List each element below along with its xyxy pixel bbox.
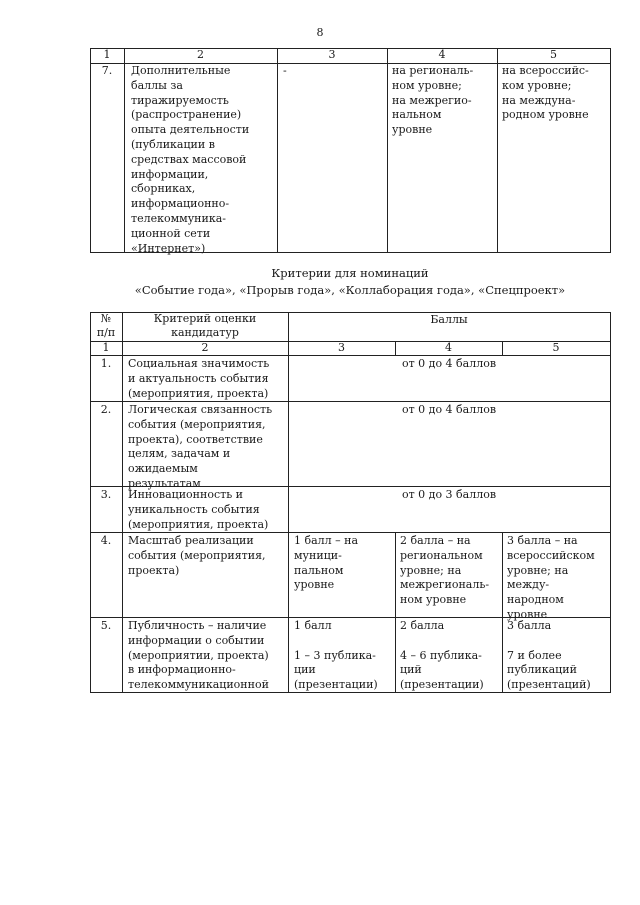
table2-row-number: 1. [100, 357, 112, 370]
table2-criterion-header: Критерий оценки кандидатур [153, 312, 257, 339]
table2-publications-1-3: 1 балл 1 – 3 публика- ции (презентации) [294, 619, 378, 692]
table2-municipal-points: 1 балл – на муници- пальном уровне [294, 534, 359, 592]
table2-criterion: Инновационность и уникальность события (мероприятия, проекта) [128, 488, 269, 531]
table1-colnum: 4 [438, 48, 446, 61]
table2-row-number: 2. [100, 403, 112, 416]
table1-criterion: Дополнительные баллы за тиражируемость (распространение) опыта деятельности (публикации в средствах массовой информации, сборниках, информационно- телекоммуника- ционной сети «Интернет») [131, 64, 250, 255]
section-caption-nominations: «Событие года», «Прорыв года», «Коллаборация года», «Спецпроект» [134, 283, 566, 297]
table1-colnum: 2 [197, 48, 204, 61]
table1-col5-value: на всероссийс- ком уровне; на междуна- родном уровне [502, 64, 589, 122]
table1-colnum: 5 [550, 48, 557, 61]
table2-points-range: от 0 до 3 баллов [401, 488, 497, 501]
table2-points-header: Баллы [430, 313, 468, 326]
table2-number-header: № п/п [96, 312, 116, 339]
table1-border [124, 48, 125, 253]
table1-colnum: 3 [328, 48, 336, 61]
table1-border [497, 48, 498, 253]
table2-row-number: 4. [100, 534, 112, 547]
table1-border [610, 48, 611, 253]
table2-colnum: 1 [102, 341, 110, 354]
table1-row-number: 7. [101, 64, 113, 77]
table2-criterion: Масштаб реализации события (мероприятия, проекта) [128, 534, 266, 577]
table1-border [277, 48, 278, 253]
table2-colnum: 4 [445, 341, 452, 354]
table2-criterion: Публичность – наличие информации о событии (мероприятии, проекта) в информационно- телекоммуникационной [128, 619, 269, 692]
table2-border [610, 312, 611, 693]
table2-criterion: Логическая связанность события (мероприятия, проекта), соответствие целям, задачам и ожидаемым результатам [128, 403, 273, 490]
table2-federal-points: 3 балла – на всероссийском уровне; на между- народном уровне [507, 534, 595, 621]
table1-col3-value: - [283, 64, 287, 77]
table2-border [122, 312, 123, 693]
table2-criterion: Социальная значимость и актуальность события (мероприятия, проекта) [128, 357, 270, 400]
table1-col4-value: на региональ- ном уровне; на межрегио- нальном уровне [392, 64, 474, 137]
table2-colnum: 5 [552, 341, 560, 354]
section-caption-title: Критерии для номинаций [271, 266, 429, 280]
table2-colnum: 2 [201, 341, 209, 354]
table2-border [502, 532, 503, 693]
table2-points-range: от 0 до 4 баллов [401, 357, 497, 370]
table2-publications-4-6: 2 балла 4 – 6 публика- ций (презентации) [400, 619, 484, 692]
table2-points-range: от 0 до 4 баллов [401, 403, 497, 416]
table2-row-number: 3. [100, 488, 112, 501]
table2-border [395, 532, 396, 693]
table1-border [387, 48, 388, 253]
table2-regional-points: 2 балла – на региональном уровне; на межрегиональ- ном уровне [400, 534, 490, 607]
table2-publications-7-plus: 3 балла 7 и более публикаций (презентаций) [507, 619, 591, 692]
page-number: 8 [316, 26, 324, 39]
table2-colnum: 3 [338, 341, 345, 354]
table2-row-number: 5. [100, 619, 112, 632]
table1-colnum: 1 [103, 48, 111, 61]
